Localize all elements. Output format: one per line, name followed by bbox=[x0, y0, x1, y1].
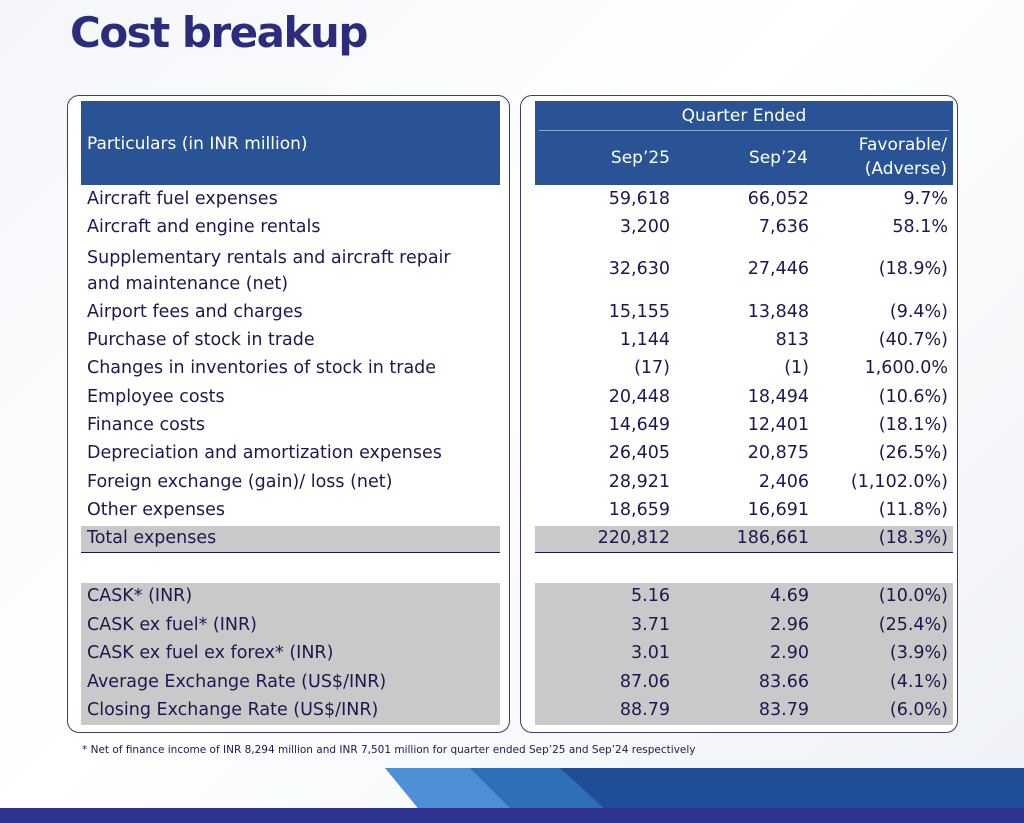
row-value-sep24: 66,052 bbox=[747, 189, 809, 209]
col-header-favorable: Favorable/ (Adverse) bbox=[858, 135, 947, 179]
row-value-sep24: 16,691 bbox=[747, 500, 809, 520]
row-value-sep25: 18,659 bbox=[608, 500, 670, 520]
col-header-sep24: Sep’24 bbox=[748, 148, 808, 168]
metric-value-change: (4.1%) bbox=[889, 672, 948, 692]
total-value-sep24: 186,661 bbox=[736, 528, 809, 548]
metric-value-sep24: 4.69 bbox=[770, 586, 809, 606]
row-value-sep25: 32,630 bbox=[608, 259, 670, 279]
row-value-sep24: 27,446 bbox=[747, 259, 809, 279]
row-label: Aircraft fuel expenses bbox=[87, 189, 278, 209]
row-label: Employee costs bbox=[87, 387, 225, 407]
footnote: * Net of finance income of INR 8,294 million and INR 7,501 million for quarter ended Sep’25 and Sep’24 respectively bbox=[82, 744, 696, 756]
row-label: Changes in inventories of stock in trade bbox=[87, 358, 437, 378]
row-label: Depreciation and amortization expenses bbox=[87, 443, 442, 463]
row-value-change: (1,102.0%) bbox=[850, 472, 948, 492]
row-value-change: (11.8%) bbox=[878, 500, 948, 520]
metric-label: Closing Exchange Rate (US$/INR) bbox=[87, 700, 379, 720]
total-underline-left bbox=[81, 552, 500, 553]
page-title: Cost breakup bbox=[70, 8, 367, 57]
metric-label: CASK ex fuel ex forex* (INR) bbox=[87, 643, 334, 663]
row-value-sep25: 3,200 bbox=[619, 217, 670, 237]
row-label: Supplementary rentals and aircraft repair and maintenance (net) bbox=[87, 248, 451, 294]
row-value-sep24: 12,401 bbox=[747, 415, 809, 435]
col-header-sep25: Sep’25 bbox=[610, 148, 670, 168]
metric-value-sep25: 5.16 bbox=[631, 586, 670, 606]
row-value-sep25: 14,649 bbox=[608, 415, 670, 435]
metric-label: CASK ex fuel* (INR) bbox=[87, 615, 257, 635]
row-value-sep24: 13,848 bbox=[747, 302, 809, 322]
row-value-sep24: 2,406 bbox=[758, 472, 809, 492]
total-value-change: (18.3%) bbox=[878, 528, 948, 548]
row-value-change: (26.5%) bbox=[878, 443, 948, 463]
row-label: Finance costs bbox=[87, 415, 205, 435]
metric-value-sep25: 87.06 bbox=[619, 672, 670, 692]
quarter-ended-label: Quarter Ended bbox=[681, 106, 807, 126]
row-label: Other expenses bbox=[87, 500, 226, 520]
header-divider bbox=[539, 130, 949, 131]
total-value-sep25: 220,812 bbox=[597, 528, 670, 548]
row-value-sep24: 20,875 bbox=[747, 443, 809, 463]
bottom-bar bbox=[0, 808, 1024, 823]
metric-label: Average Exchange Rate (US$/INR) bbox=[87, 672, 387, 692]
row-value-change: (10.6%) bbox=[878, 387, 948, 407]
metric-value-change: (3.9%) bbox=[889, 643, 948, 663]
row-value-sep25: 26,405 bbox=[608, 443, 670, 463]
metric-value-sep25: 3.01 bbox=[631, 643, 670, 663]
metric-label: CASK* (INR) bbox=[87, 586, 193, 606]
values-header bbox=[535, 101, 953, 185]
row-value-change: (18.9%) bbox=[878, 259, 948, 279]
metric-value-sep24: 83.79 bbox=[758, 700, 809, 720]
row-value-sep25: 15,155 bbox=[608, 302, 670, 322]
total-underline-right bbox=[535, 552, 953, 553]
metric-value-change: (6.0%) bbox=[889, 700, 948, 720]
row-value-sep25: 28,921 bbox=[608, 472, 670, 492]
row-label: Purchase of stock in trade bbox=[87, 330, 315, 350]
row-value-sep24: (1) bbox=[784, 358, 809, 378]
row-label: Aircraft and engine rentals bbox=[87, 217, 321, 237]
metric-value-sep25: 3.71 bbox=[631, 615, 670, 635]
row-value-change: 9.7% bbox=[903, 189, 948, 209]
metric-value-sep24: 2.90 bbox=[770, 643, 809, 663]
particulars-header bbox=[81, 101, 500, 185]
metric-value-sep25: 88.79 bbox=[619, 700, 670, 720]
row-value-sep24: 7,636 bbox=[758, 217, 809, 237]
row-value-change: (40.7%) bbox=[878, 330, 948, 350]
row-value-sep25: (17) bbox=[634, 358, 670, 378]
row-value-change: 1,600.0% bbox=[864, 358, 948, 378]
row-value-sep24: 813 bbox=[775, 330, 809, 350]
row-value-sep25: 59,618 bbox=[608, 189, 670, 209]
total-label: Total expenses bbox=[87, 528, 217, 548]
metric-value-change: (10.0%) bbox=[878, 586, 948, 606]
metric-value-sep24: 83.66 bbox=[758, 672, 809, 692]
row-value-change: (9.4%) bbox=[889, 302, 948, 322]
row-label: Airport fees and charges bbox=[87, 302, 303, 322]
row-value-change: 58.1% bbox=[892, 217, 948, 237]
particulars-header-label: Particulars (in INR million) bbox=[87, 134, 308, 154]
row-label: Foreign exchange (gain)/ loss (net) bbox=[87, 472, 393, 492]
row-value-sep25: 20,448 bbox=[608, 387, 670, 407]
row-value-change: (18.1%) bbox=[878, 415, 948, 435]
row-value-sep25: 1,144 bbox=[619, 330, 670, 350]
row-value-sep24: 18,494 bbox=[747, 387, 809, 407]
metric-value-sep24: 2.96 bbox=[770, 615, 809, 635]
metric-value-change: (25.4%) bbox=[878, 615, 948, 635]
